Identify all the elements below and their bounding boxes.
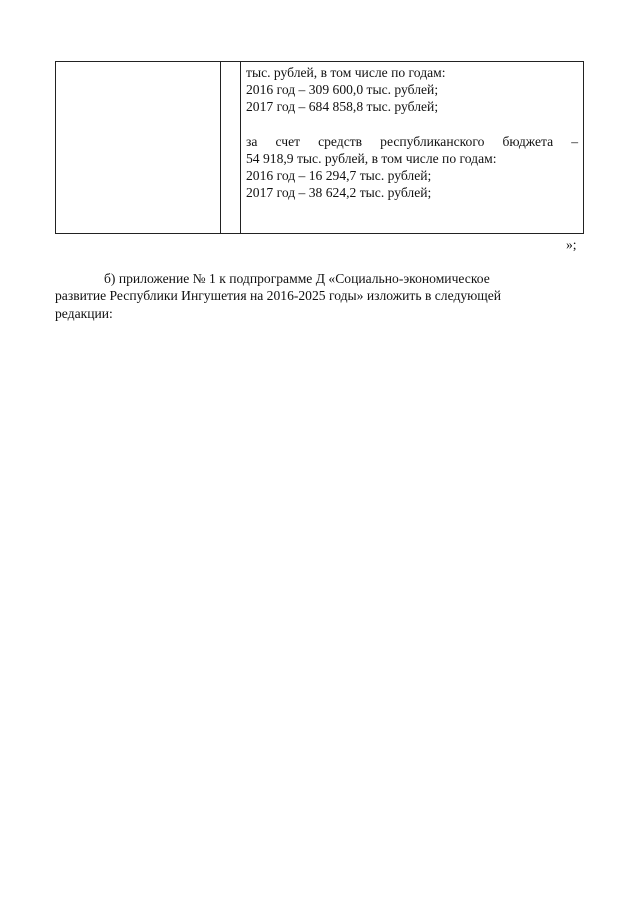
funding-cell [246,64,578,201]
paragraph-line: б) приложение № 1 к подпрограмме Д «Социально-экономическое [104,271,490,286]
funding-table [55,61,584,234]
table-column-divider [220,62,221,233]
funding-line: 2016 год – 309 600,0 тыс. рублей; [246,82,439,98]
funding-line: 2016 год – 16 294,7 тыс. рублей; [246,168,432,184]
paragraph-line: редакции: [55,305,113,321]
amendment-paragraph [55,270,585,322]
funding-line: 54 918,9 тыс. рублей, в том числе по годам: [246,150,497,166]
funding-line: тыс. рублей, в том числе по годам: [246,65,446,80]
paragraph-line: развитие Республики Ингушетия на 2016-2025 годы» изложить в следующей [55,288,502,304]
republic-budget-lead: за счет средств республиканского бюджета – [246,133,578,149]
funding-line: 2017 год – 38 624,2 тыс. рублей; [246,185,432,201]
blank-line [246,116,578,133]
funding-line: 2017 год – 684 858,8 тыс. рублей; [246,99,439,115]
table-column-divider [240,62,241,233]
closing-quote-mark: »; [566,237,577,252]
